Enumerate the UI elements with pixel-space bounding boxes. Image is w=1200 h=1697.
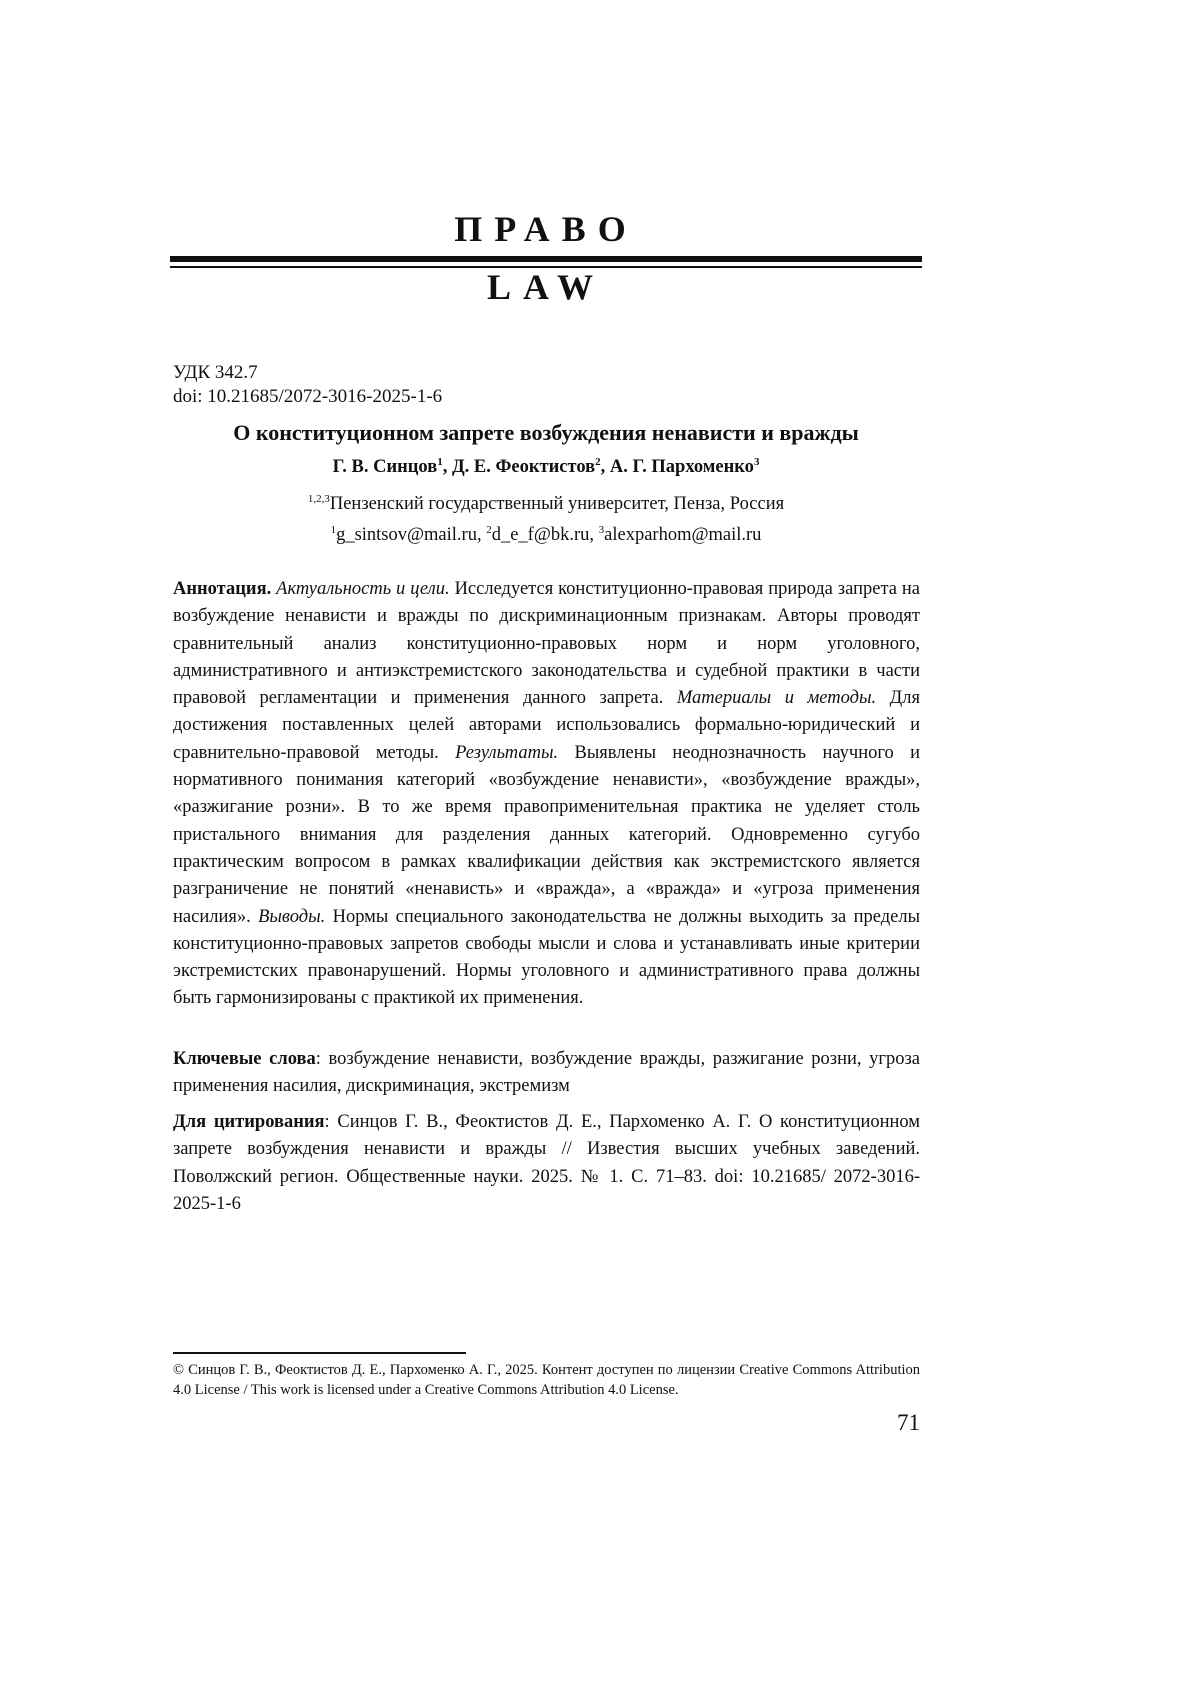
keywords-label: Ключевые слова xyxy=(173,1049,316,1069)
keywords xyxy=(173,1046,920,1101)
affiliation-sup: 1,2,3 xyxy=(307,492,330,505)
author-sup: 3 xyxy=(753,455,760,468)
results-label: Результаты. xyxy=(455,742,559,763)
page-number: 71 xyxy=(897,1410,920,1435)
results-text: Выявлены неоднозначность научного и нормативного понимания категорий «возбуждение ненависти», «возбуждение вражды», «разжигание розни». В то же время правоприменительная практика не уделяет столь пристального внимания для разделения данных категорий. Одновременно сугубо практическим вопросом в рамках квалификации действия как экстремистского является разграничение не понятий «ненависть» и «вражда», а «вражда» и «угроза применения насилия». xyxy=(173,742,920,927)
article-title: О конституционном запрете возбуждения ненависти и вражды xyxy=(233,420,859,445)
conclusions-text: Нормы специального законодательства не должны выходить за пределы конституционно-правовых запретов свободы мысли и слова и устанавливать иные критерии экстремистских правонарушений. Нормы уголовного и административного права должны быть гармонизированы с практикой их применения. xyxy=(173,906,920,1009)
annotation-label: Аннотация. xyxy=(173,579,272,599)
author-sup: 2 xyxy=(595,455,601,468)
citation-label: Для цитирования xyxy=(173,1112,325,1132)
doi-line: doi: 10.21685/2072-3016-2025-1-6 xyxy=(173,386,443,407)
author-name: Д. Е. Феоктистов xyxy=(451,457,596,477)
email-link[interactable]: alexparhom@mail.ru xyxy=(604,525,762,545)
keywords-text: : возбуждение ненависти, возбуждение вражды, разжигание розни, угроза применения насилия, дискриминация, экстремизм xyxy=(173,1049,920,1097)
section-divider-thick xyxy=(170,256,922,262)
methods-text: Для достижения поставленных целей авторами использовались формально-юридический и сравнительно-правовой методы. xyxy=(173,688,921,763)
author-name: Г. В. Синцов xyxy=(332,457,438,477)
citation xyxy=(173,1109,920,1218)
author-list: Г. В. Синцов$^1$, Д. Е. Феоктистов$^2$, А. Г. Пархоменко$^3$ xyxy=(332,455,760,477)
email-sup: 3 xyxy=(598,523,605,536)
section-title-ru: ПРАВО xyxy=(454,209,638,249)
citation-text: : Синцов Г. В., Феоктистов Д. Е., Пархоменко А. Г. О конституционном запрете возбуждения ненависти и вражды // Известия высших учебных заведений. Поволжский регион. Общественные науки. 2025. № 1. С. 71–83. doi: 10.21685/ 2072-3016-2025-1-6 xyxy=(173,1112,920,1214)
methods-label: Материалы и методы. xyxy=(676,688,877,709)
udk-code: УДК 342.7 xyxy=(173,362,258,383)
email-sup: 2 xyxy=(486,523,492,536)
conclusions-label: Выводы. xyxy=(258,906,326,927)
author-emails: $^1$g_sintsov@mail.ru, $^2$d_e_f@bk.ru, $^3$alexparhom@mail.ru xyxy=(330,523,762,545)
email-sup: 1 xyxy=(330,523,337,536)
email-link[interactable]: g_sintsov@mail.ru xyxy=(336,525,477,545)
author-sup: 1 xyxy=(437,455,443,468)
affiliation-text: Пензенский государственный университет, Пенза, Россия xyxy=(329,494,785,514)
annotation xyxy=(173,576,920,1013)
aim-text: Исследуется конституционно-правовая природа запрета на возбуждение ненависти и вражды по дискриминационным признакам. Авторы проводят сравнительный анализ конституционно-правовых норм и норм уголовного, административного и антиэкстремистского законодательства и судебной практики в части правовой регламентации и применения данного запрета. xyxy=(173,579,921,709)
author-name: А. Г. Пархоменко xyxy=(609,457,754,477)
aim-label: Актуальность и цели. xyxy=(276,579,450,599)
section-title-en: LAW xyxy=(486,267,606,307)
footnote-divider xyxy=(173,1352,466,1354)
affiliation xyxy=(170,494,922,515)
email-link[interactable]: d_e_f@bk.ru xyxy=(491,525,590,545)
copyright-footnote: © Синцов Г. В., Феоктистов Д. Е., Пархоменко А. Г., 2025. Контент доступен по лицензии Creative Commons Attribution 4.0 License / This work is licensed under a Creative Commons Attribution 4.0 License. xyxy=(173,1362,920,1398)
